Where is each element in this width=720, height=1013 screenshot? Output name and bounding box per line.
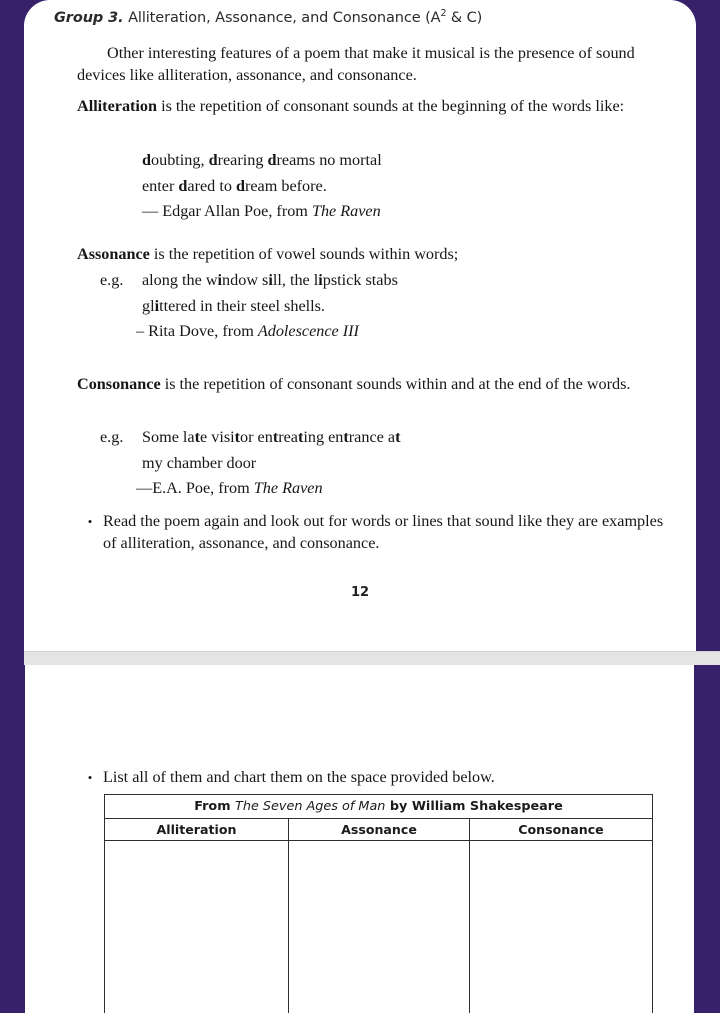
group-heading-title: Alliteration, Assonance, and Consonance (A — [128, 9, 441, 26]
assonance-example — [100, 268, 680, 345]
table-title-italic: The Seven Ages of Man — [235, 799, 386, 814]
bullet-marker-icon: • — [87, 514, 93, 529]
consonance-definition — [77, 374, 679, 396]
consonance-citation-source: The Raven — [253, 479, 323, 497]
consonance-citation-text: —E.A. Poe, from — [136, 479, 254, 497]
table-header-row — [105, 819, 653, 841]
consonance-citation — [100, 476, 680, 502]
alliteration-citation — [142, 199, 682, 225]
assonance-term: Assonance — [77, 245, 150, 263]
table-title-suffix: by William Shakespeare — [385, 799, 563, 814]
alliteration-example-line-1: doubting, drearing dreams no mortal — [142, 151, 382, 169]
alliteration-citation-text: — Edgar Allan Poe, from — [142, 202, 312, 220]
document-page-top — [24, 0, 696, 651]
read-bullet-item — [77, 511, 679, 554]
consonance-example — [100, 425, 680, 502]
group-heading — [54, 8, 674, 26]
alliteration-definition — [77, 96, 679, 118]
alliteration-term: Alliteration — [77, 97, 158, 115]
page-number: 12 — [350, 585, 370, 600]
sound-device-chart-table — [104, 794, 653, 1013]
alliteration-definition-text: is the repetition of consonant sounds at the beginning of the words like: — [157, 97, 625, 115]
table-row — [105, 841, 653, 1013]
table-title-cell — [105, 795, 653, 819]
list-bullet-item — [77, 767, 679, 789]
list-bullet-text: List all of them and chart them on the space provided below. — [103, 768, 495, 786]
table-title-row — [105, 795, 653, 819]
read-bullet-text: Read the poem again and look out for words or lines that sound like they are examples of alliteration, assonance, and consonance. — [103, 512, 664, 552]
document-page-bottom — [25, 665, 694, 1013]
bullet-marker-icon: • — [87, 770, 93, 785]
table-column-header-alliteration: Alliteration — [105, 819, 289, 841]
table-column-header-assonance: Assonance — [289, 819, 470, 841]
assonance-definition — [77, 244, 679, 266]
assonance-example-line-2: glittered in their steel shells. — [142, 296, 325, 315]
assonance-citation — [100, 319, 680, 345]
consonance-example-line-2: my chamber door — [142, 453, 257, 472]
group-heading-label: Group 3. — [54, 9, 124, 26]
assonance-definition-text: is the repetition of vowel sounds within words; — [149, 245, 459, 263]
consonance-term: Consonance — [77, 375, 161, 393]
assonance-example-line-1: along the window sill, the lipstick stabs — [142, 271, 398, 289]
consonance-definition-text: is the repetition of consonant sounds within and at the end of the words. — [160, 375, 631, 393]
table-cell-consonance[interactable] — [470, 841, 653, 1013]
table-cell-alliteration[interactable] — [105, 841, 289, 1013]
consonance-eg-label: e.g. — [100, 428, 124, 446]
consonance-example-line-1: Some late visitor entreating entrance at — [142, 428, 401, 446]
alliteration-example — [142, 148, 682, 225]
alliteration-citation-source: The Raven — [311, 202, 381, 220]
table-column-header-consonance: Consonance — [470, 819, 653, 841]
assonance-citation-source: Adolescence III — [257, 322, 359, 340]
alliteration-example-line-2: enter dared to dream before. — [142, 176, 327, 195]
table-title-prefix: From — [194, 799, 236, 814]
group-heading-superscript: 2 — [440, 8, 447, 19]
assonance-eg-label: e.g. — [100, 271, 124, 289]
group-heading-title-tail: & C) — [446, 9, 483, 26]
assonance-citation-text: – Rita Dove, from — [136, 322, 258, 340]
intro-paragraph: Other interesting features of a poem that make it musical is the presence of sound devices like alliteration, assonance, and consonance. — [77, 44, 635, 84]
table-cell-assonance[interactable] — [289, 841, 470, 1013]
page-separator — [24, 651, 720, 665]
